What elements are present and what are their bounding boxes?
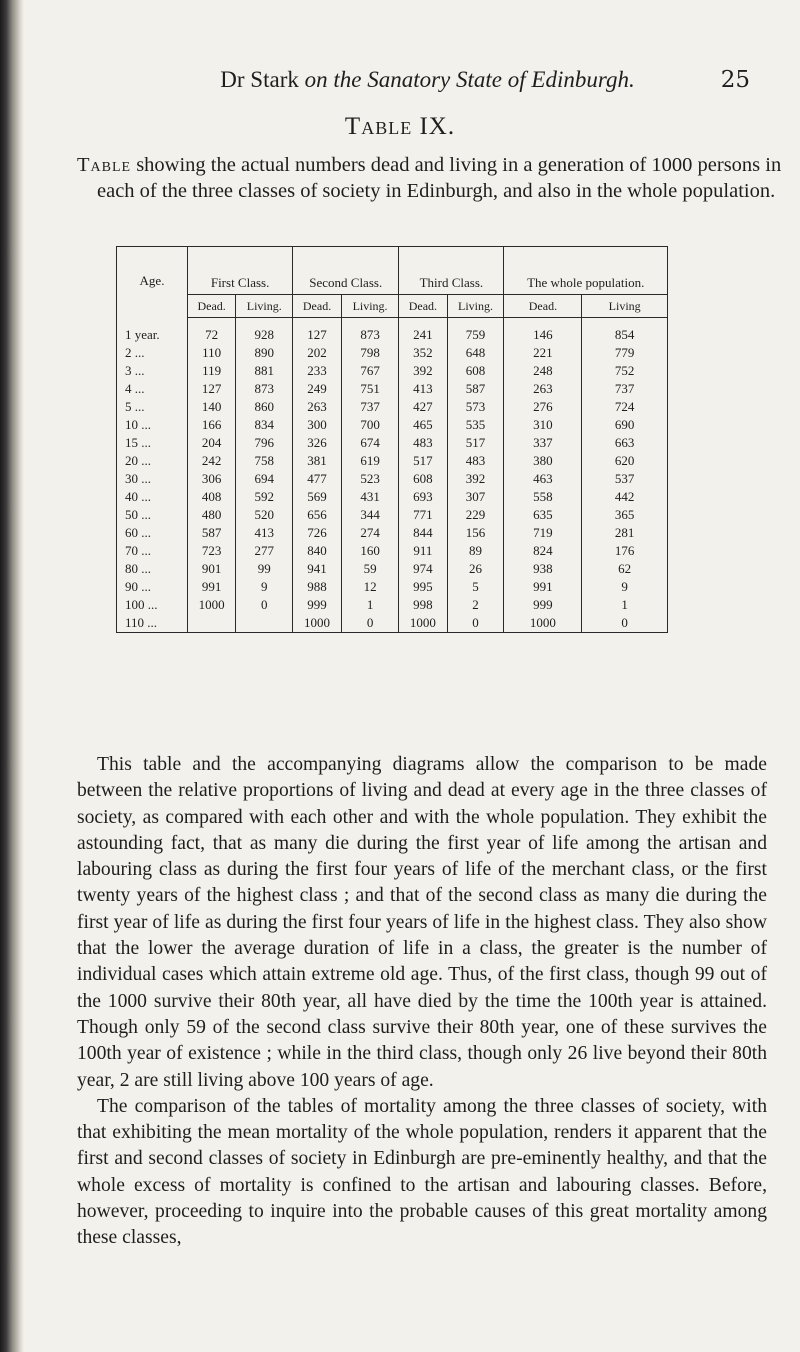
living-cell: 873: [341, 318, 398, 345]
living-cell: 873: [236, 380, 293, 398]
dead-cell: 119: [188, 362, 236, 380]
paragraph: This table and the accompanying diagrams allow the comparison to be made between the relative proportions of living and dead at every age in the three classes of society, as compared with each other and with the whole population. They exhibit the astounding fact, that as many die during the first year of life among the artisan and labouring class as during the first four years of life of the merchant class, or the first twenty years of the highest class ; and that of the second class as many die during the first year of life as during the first four years of life in the highest class. They also show that the lower the average duration of life in a class, the greater is the number of individual cases which attain extreme old age. Thus, of the first class, though 99 out of the 1000 survive their 80th year, all have died by the time the 100th year is attained. Though only 59 of the second class survive their 80th year, one of these survives the 100th year of existence ; while in the third class, though only 26 live beyond their 80th year, 2 are still living above 100 years of age.: [77, 754, 767, 1091]
dead-cell: 656: [293, 506, 342, 524]
table-row: [117, 380, 668, 398]
dead-cell: 1000: [504, 614, 582, 633]
living-cell: 483: [447, 452, 504, 470]
age-cell: 40 ...: [117, 488, 188, 506]
header-title-prefix: on the: [304, 67, 362, 92]
subcol-dead: Dead.: [188, 295, 236, 318]
living-cell: 365: [582, 506, 668, 524]
table-row: [117, 452, 668, 470]
living-cell: 281: [582, 524, 668, 542]
living-cell: 737: [341, 398, 398, 416]
dead-cell: 901: [188, 560, 236, 578]
dead-cell: 999: [504, 596, 582, 614]
header-title-of: of: [507, 67, 526, 92]
living-cell: 413: [236, 524, 293, 542]
dead-cell: 204: [188, 434, 236, 452]
age-cell: 5 ...: [117, 398, 188, 416]
age-cell: 15 ...: [117, 434, 188, 452]
dead-cell: 140: [188, 398, 236, 416]
dead-cell: 608: [399, 470, 447, 488]
dead-cell: 480: [188, 506, 236, 524]
table-title: Table IX.: [344, 113, 456, 140]
table-row: [117, 506, 668, 524]
dead-cell: 127: [293, 318, 342, 345]
living-cell: 523: [341, 470, 398, 488]
living-cell: 608: [447, 362, 504, 380]
living-cell: 0: [582, 614, 668, 633]
living-cell: 431: [341, 488, 398, 506]
dead-cell: 127: [188, 380, 236, 398]
dead-cell: 558: [504, 488, 582, 506]
living-cell: 0: [447, 614, 504, 633]
living-cell: 798: [341, 344, 398, 362]
col-whole-population-header: The whole population.: [504, 247, 668, 295]
dead-cell: 202: [293, 344, 342, 362]
dead-cell: 938: [504, 560, 582, 578]
living-cell: 758: [236, 452, 293, 470]
dead-cell: 1000: [293, 614, 342, 633]
living-cell: 592: [236, 488, 293, 506]
dead-cell: 146: [504, 318, 582, 345]
living-cell: 9: [236, 578, 293, 596]
dead-cell: 991: [504, 578, 582, 596]
paragraph: The comparison of the tables of mortality among the three classes of society, with that exhibiting the mean mortality of the whole population, renders it apparent that the first and second classes of society in Edinburgh are pre-eminently healthy, and that the whole excess of mortality is confined to the artisan and labouring classes. Before, however, proceeding to inquire into the probable causes of this great mortality among these classes,: [77, 1095, 767, 1249]
dead-cell: 221: [504, 344, 582, 362]
living-cell: 759: [447, 318, 504, 345]
table-row: [117, 318, 668, 345]
living-cell: 796: [236, 434, 293, 452]
living-cell: 1: [341, 596, 398, 614]
dead-cell: 465: [399, 416, 447, 434]
dead-cell: 999: [293, 596, 342, 614]
living-cell: 1: [582, 596, 668, 614]
running-title: [95, 67, 760, 93]
dead-cell: 381: [293, 452, 342, 470]
living-cell: 620: [582, 452, 668, 470]
dead-cell: 276: [504, 398, 582, 416]
dead-cell: 483: [399, 434, 447, 452]
dead-cell: 110: [188, 344, 236, 362]
living-cell: [236, 614, 293, 633]
living-cell: 648: [447, 344, 504, 362]
living-cell: 724: [582, 398, 668, 416]
living-cell: 176: [582, 542, 668, 560]
dead-cell: 635: [504, 506, 582, 524]
living-cell: 99: [236, 560, 293, 578]
dead-cell: 72: [188, 318, 236, 345]
living-cell: 156: [447, 524, 504, 542]
living-cell: 928: [236, 318, 293, 345]
dead-cell: 248: [504, 362, 582, 380]
age-cell: 60 ...: [117, 524, 188, 542]
living-cell: 752: [582, 362, 668, 380]
age-cell: 20 ...: [117, 452, 188, 470]
table-row: [117, 578, 668, 596]
living-cell: 307: [447, 488, 504, 506]
dead-cell: 166: [188, 416, 236, 434]
living-cell: 59: [341, 560, 398, 578]
dead-cell: 723: [188, 542, 236, 560]
age-cell: 90 ...: [117, 578, 188, 596]
living-cell: 834: [236, 416, 293, 434]
living-cell: 442: [582, 488, 668, 506]
col-age-header: Age.: [117, 247, 188, 318]
book-spine-shadow: [0, 0, 24, 1352]
dead-cell: [188, 614, 236, 633]
living-cell: 690: [582, 416, 668, 434]
table-row: [117, 398, 668, 416]
living-cell: 0: [341, 614, 398, 633]
living-cell: 392: [447, 470, 504, 488]
dead-cell: 413: [399, 380, 447, 398]
dead-cell: 352: [399, 344, 447, 362]
table-row: [117, 542, 668, 560]
living-cell: 890: [236, 344, 293, 362]
living-cell: 537: [582, 470, 668, 488]
dead-cell: 1000: [399, 614, 447, 633]
dead-cell: 326: [293, 434, 342, 452]
table-row: [117, 344, 668, 362]
dead-cell: 242: [188, 452, 236, 470]
living-cell: 26: [447, 560, 504, 578]
table-body: [117, 318, 668, 633]
running-header: [95, 67, 760, 97]
dead-cell: 771: [399, 506, 447, 524]
subcol-dead: Dead.: [399, 295, 447, 318]
header-author: Dr Stark: [220, 67, 299, 92]
dead-cell: 300: [293, 416, 342, 434]
subcol-living: Living.: [341, 295, 398, 318]
subcol-dead: Dead.: [293, 295, 342, 318]
dead-cell: 840: [293, 542, 342, 560]
dead-cell: 249: [293, 380, 342, 398]
dead-cell: 392: [399, 362, 447, 380]
living-cell: 277: [236, 542, 293, 560]
dead-cell: 995: [399, 578, 447, 596]
age-cell: 100 ...: [117, 596, 188, 614]
age-cell: 4 ...: [117, 380, 188, 398]
dead-cell: 408: [188, 488, 236, 506]
living-cell: 587: [447, 380, 504, 398]
living-cell: 5: [447, 578, 504, 596]
dead-cell: 1000: [188, 596, 236, 614]
living-cell: 344: [341, 506, 398, 524]
caption-lead: Table: [77, 154, 132, 176]
table-row: [117, 614, 668, 633]
dead-cell: 844: [399, 524, 447, 542]
living-cell: 860: [236, 398, 293, 416]
dead-cell: 824: [504, 542, 582, 560]
mortality-table: [116, 246, 668, 633]
dead-cell: 719: [504, 524, 582, 542]
age-cell: 30 ...: [117, 470, 188, 488]
dead-cell: 463: [504, 470, 582, 488]
age-cell: 70 ...: [117, 542, 188, 560]
dead-cell: 693: [399, 488, 447, 506]
living-cell: 274: [341, 524, 398, 542]
dead-cell: 233: [293, 362, 342, 380]
living-cell: 229: [447, 506, 504, 524]
dead-cell: 310: [504, 416, 582, 434]
table-row: [117, 488, 668, 506]
living-cell: 751: [341, 380, 398, 398]
living-cell: 535: [447, 416, 504, 434]
living-cell: 12: [341, 578, 398, 596]
living-cell: 700: [341, 416, 398, 434]
living-cell: 0: [236, 596, 293, 614]
living-cell: 9: [582, 578, 668, 596]
dead-cell: 241: [399, 318, 447, 345]
living-cell: 694: [236, 470, 293, 488]
subcol-dead: Dead.: [504, 295, 582, 318]
age-cell: 1 year.: [117, 318, 188, 345]
table-row: [117, 470, 668, 488]
living-cell: 62: [582, 560, 668, 578]
living-cell: 573: [447, 398, 504, 416]
living-cell: 520: [236, 506, 293, 524]
dead-cell: 998: [399, 596, 447, 614]
table-row: [117, 524, 668, 542]
subcol-living: Living: [582, 295, 668, 318]
living-cell: 854: [582, 318, 668, 345]
living-cell: 160: [341, 542, 398, 560]
dead-cell: 477: [293, 470, 342, 488]
table-caption: [77, 152, 787, 204]
dead-cell: 911: [399, 542, 447, 560]
living-cell: 779: [582, 344, 668, 362]
table-row: [117, 416, 668, 434]
dead-cell: 974: [399, 560, 447, 578]
subcol-living: Living.: [447, 295, 504, 318]
dead-cell: 380: [504, 452, 582, 470]
dead-cell: 587: [188, 524, 236, 542]
dead-cell: 306: [188, 470, 236, 488]
dead-cell: 263: [293, 398, 342, 416]
dead-cell: 991: [188, 578, 236, 596]
table-row: [117, 434, 668, 452]
caption-text: showing the actual numbers dead and living in a generation of 1000 persons in each of the three classes of society in Edinburgh, and also in the whole population.: [97, 154, 782, 202]
subcol-living: Living.: [236, 295, 293, 318]
table-row: [117, 596, 668, 614]
dead-cell: 517: [399, 452, 447, 470]
dead-cell: 726: [293, 524, 342, 542]
age-cell: 2 ...: [117, 344, 188, 362]
dead-cell: 988: [293, 578, 342, 596]
col-third-class-header: Third Class.: [399, 247, 504, 295]
age-cell: 80 ...: [117, 560, 188, 578]
living-cell: 674: [341, 434, 398, 452]
dead-cell: 427: [399, 398, 447, 416]
body-text: [77, 752, 767, 1252]
dead-cell: 263: [504, 380, 582, 398]
living-cell: 517: [447, 434, 504, 452]
living-cell: 663: [582, 434, 668, 452]
age-cell: 110 ...: [117, 614, 188, 633]
living-cell: 767: [341, 362, 398, 380]
header-title-place: Edinburgh.: [531, 67, 635, 92]
living-cell: 89: [447, 542, 504, 560]
dead-cell: 569: [293, 488, 342, 506]
table-row: [117, 362, 668, 380]
header-title-main: Sanatory State: [367, 67, 503, 92]
table-row: [117, 560, 668, 578]
page-number: 25: [720, 67, 750, 93]
dead-cell: 941: [293, 560, 342, 578]
dead-cell: 337: [504, 434, 582, 452]
living-cell: 737: [582, 380, 668, 398]
age-cell: 10 ...: [117, 416, 188, 434]
living-cell: 619: [341, 452, 398, 470]
col-second-class-header: Second Class.: [293, 247, 399, 295]
age-cell: 50 ...: [117, 506, 188, 524]
col-first-class-header: First Class.: [188, 247, 293, 295]
age-cell: 3 ...: [117, 362, 188, 380]
living-cell: 881: [236, 362, 293, 380]
living-cell: 2: [447, 596, 504, 614]
